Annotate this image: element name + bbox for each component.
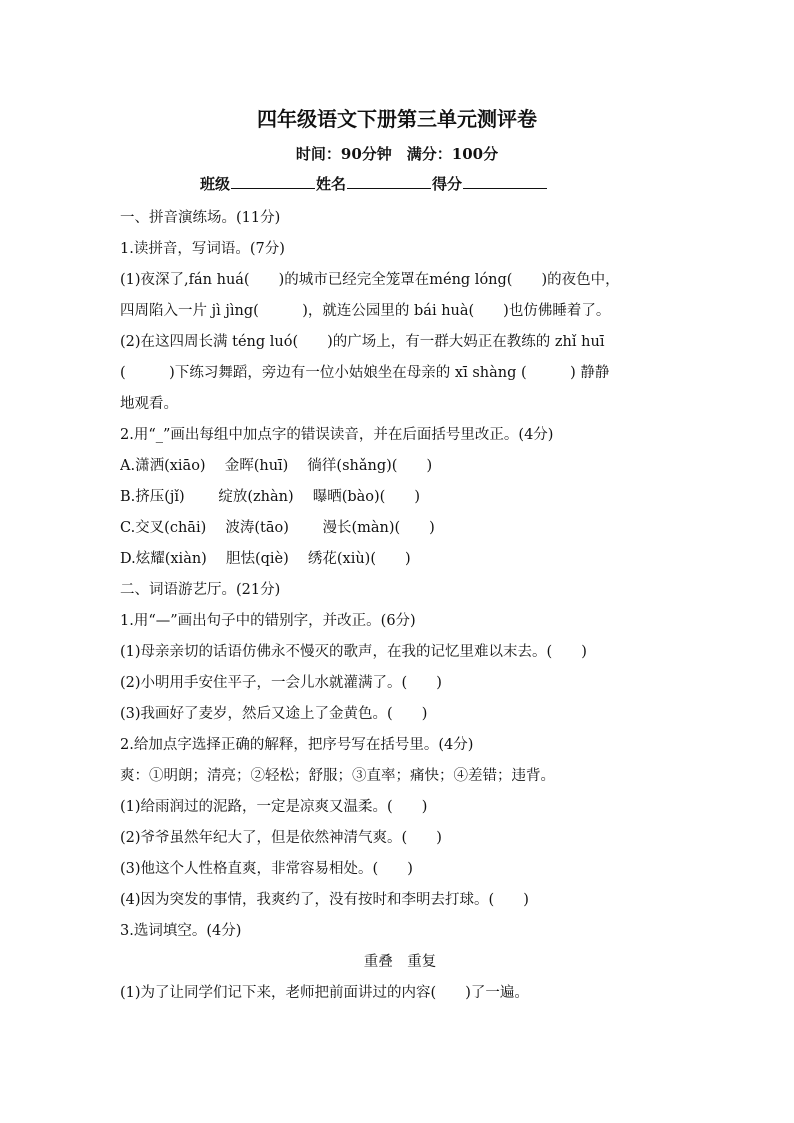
option-a: A.潇洒(xiāo) 金晖(huī) 徜徉(shǎng)( ) [120,458,433,474]
option-c: C.交叉(chāi) 波涛(tāo) 漫长(màn)( ) [120,520,435,536]
definition-line: 爽：①明朗；清亮；②轻松；舒服；③直率；痛快；④差错；违背。 [120,768,555,784]
question-2-1-item: (3)我画好了麦岁，然后又途上了金黄色。( ) [120,706,428,722]
question-2-2-item: (4)因为突发的事情，我爽约了，没有按时和李明去打球。( ) [120,892,529,908]
question-2-3-item: (1)为了让同学们记下来，老师把前面讲过的内容( )了一遍。 [120,985,529,1001]
question-1-1-text: (1)夜深了,fán huá( )的城市已经完全笼罩在méng lóng( )的夜色中， [120,272,620,288]
question-2-2-prompt: 2.给加点字选择正确的解释，把序号写在括号里。(4分) [120,737,474,753]
score-blank [463,172,547,189]
question-2-1-item: (1)母亲亲切的话语仿佛永不慢灭的歌声，在我的记忆里难以末去。( ) [120,644,587,660]
name-label: 姓名 [316,175,347,193]
name-blank [347,172,431,189]
question-1-2-prompt: 2.用“_”画出每组中加点字的错误读音，并在后面括号里改正。(4分) [120,427,554,443]
question-2-2-item: (3)他这个人性格直爽，非常容易相处。( ) [120,861,413,877]
question-2-1-item: (2)小明用手安住平子，一会儿水就灌满了。( ) [120,675,442,691]
exam-title: 四年级语文下册第三单元测评卷 [257,107,537,131]
question-2-1-prompt: 1.用“—”画出句子中的错别字，并改正。(6分) [120,613,416,629]
question-2-2-item: (2)爷爷虽然年纪大了，但是依然神清气爽。( ) [120,830,442,846]
question-1-1-text: ( )下练习舞蹈，旁边有一位小姑娘坐在母亲的 xī shàng ( ) 静静 [120,365,610,381]
option-b: B.挤压(jǐ) 绽放(zhàn) 曝晒(bào)( ) [120,489,420,505]
question-1-1-text: 四周陷入一片 jì jìng( )，就连公园里的 bái huà( )也仿佛睡着了。 [120,303,611,319]
question-2-3-prompt: 3.选词填空。(4分) [120,923,242,939]
exam-content [120,203,680,1009]
question-1-1-text: 地观看。 [120,396,178,412]
class-label: 班级 [200,175,231,193]
class-blank [231,172,315,189]
time-score-line: 时间：90分钟 满分：100分 [295,145,499,163]
student-info-line [200,172,548,196]
section-2-heading: 二、词语游艺厅。(21分) [120,582,281,598]
word-choices: 重叠 重复 [363,954,437,970]
question-1-1-prompt: 1.读拼音，写词语。(7分) [120,241,285,257]
option-d: D.炫耀(xiàn) 胆怯(qiè) 绣花(xiù)( ) [120,551,411,567]
section-1-heading: 一、拼音演练场。(11分) [120,210,281,226]
score-label: 得分 [432,175,463,193]
question-1-1-text: (2)在这四周长满 téng luó( )的广场上，有一群大妈正在教练的 zhǐ huī [120,334,605,350]
question-2-2-item: (1)给雨润过的泥路，一定是凉爽又温柔。( ) [120,799,428,815]
